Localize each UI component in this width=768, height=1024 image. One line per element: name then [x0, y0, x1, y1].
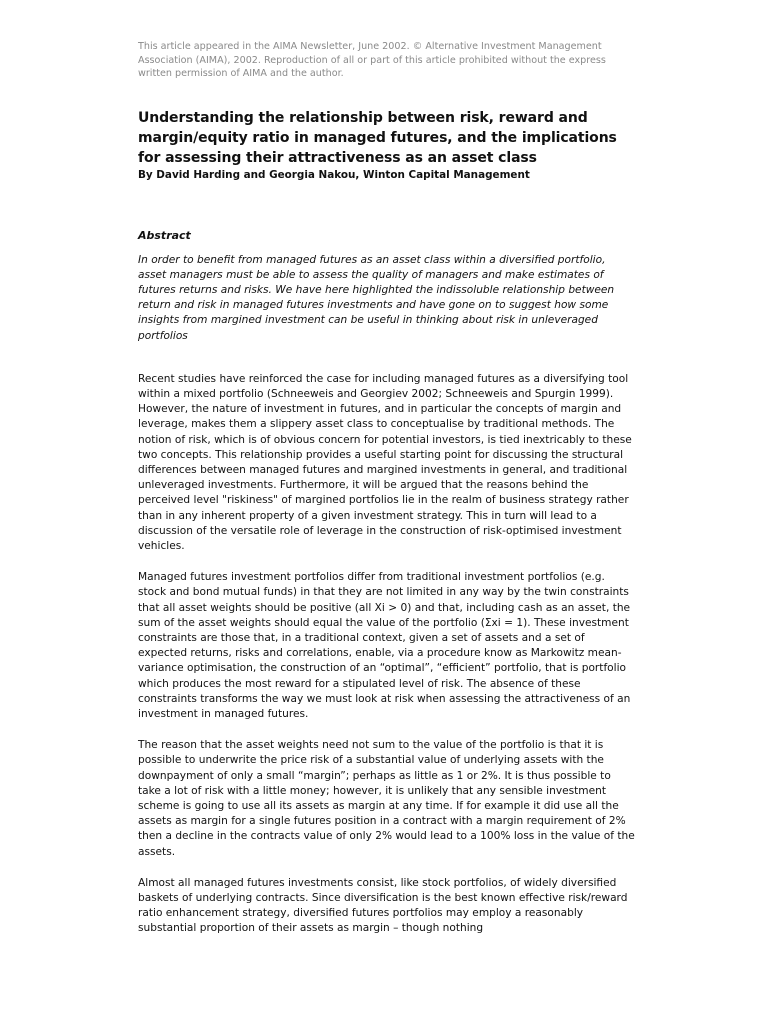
- abstract-heading: Abstract: [138, 228, 191, 242]
- copyright-notice: This article appeared in the AIMA Newsletter, June 2002. © Alternative Investment Management Association (AIMA), 2002. Reproduction of all or part of this article prohibited without the express written permission of AIMA and the author.: [138, 41, 606, 79]
- body-paragraph-3: The reason that the asset weights need not sum to the value of the portfolio is that it is possible to underwrite the price risk of a substantial value of underlying assets with the downpayment of only a small “margin”; perhaps as little as 1 or 2%. It is thus possible to take a lot of risk with a little money; however, it is unlikely that any sensible investment scheme is going to use all its assets as margin at any time. If for example it did use all the assets as margin for a single futures position in a contract with a margin requirement of 2% then a decline in the contracts value of only 2% would lead to a 100% loss in the value of the assets.: [138, 739, 635, 858]
- body-paragraph-4: Almost all managed futures investments consist, like stock portfolios, of widely diversified baskets of underlying contracts. Since diversification is the best known effective risk/reward ratio enhancement strategy, diversified futures portfolios may employ a reasonably substantial proportion of their assets as margin – though nothing: [138, 876, 628, 935]
- article-title: Understanding the relationship between risk, reward and margin/equity ratio in managed futures, and the implications for assessing their attractiveness as an asset class: [138, 109, 617, 166]
- article-byline: By David Harding and Georgia Nakou, Winton Capital Management: [138, 168, 530, 181]
- abstract-text: In order to benefit from managed futures as an asset class within a diversified portfolio, asset managers must be able to assess the quality of managers and make estimates of futures returns and risks. We have here highlighted the indissoluble relationship between return and risk in managed futures investments and have gone on to suggest how some insights from margined investment can be useful in thinking about risk in unleveraged portfolios: [138, 253, 615, 342]
- article-page: [138, 40, 636, 937]
- body-paragraph-1: Recent studies have reinforced the case for including managed futures as a diversifying tool within a mixed portfolio (Schneeweis and Georgiev 2002; Schneeweis and Spurgin 1999). However, the nature of investment in futures, and in particular the concepts of margin and leverage, makes them a slippery asset class to conceptualise by traditional methods. The notion of risk, which is of obvious concern for potential investors, is tied inextricably to these two concepts. This relationship provides a useful starting point for discussing the structural differences between managed futures and margined investments in general, and traditional unleveraged investments. Furthermore, it will be argued that the reasons behind the perceived level "riskiness" of margined portfolios lie in the realm of business strategy rather than in any inherent property of a given investment strategy. This in turn will lead to a discussion of the versatile role of leverage in the construction of risk-optimised investment vehicles.: [138, 372, 632, 552]
- body-paragraph-2: Managed futures investment portfolios differ from traditional investment portfolios (e.g. stock and bond mutual funds) in that they are not limited in any way by the twin constraints that all asset weights should be positive (all Xi > 0) and that, including cash as an asset, the sum of the asset weights should equal the value of the portfolio (Σxi = 1). These investment constraints are those that, in a traditional context, given a set of assets and a set of expected returns, risks and correlations, enable, via a procedure know as Markowitz mean-variance optimisation, the construction of an “optimal”, “efficient” portfolio, that is portfolio which produces the most reward for a stipulated level of risk. The absence of these constraints transforms the way we must look at risk when assessing the attractiveness of an investment in managed futures.: [138, 571, 631, 720]
